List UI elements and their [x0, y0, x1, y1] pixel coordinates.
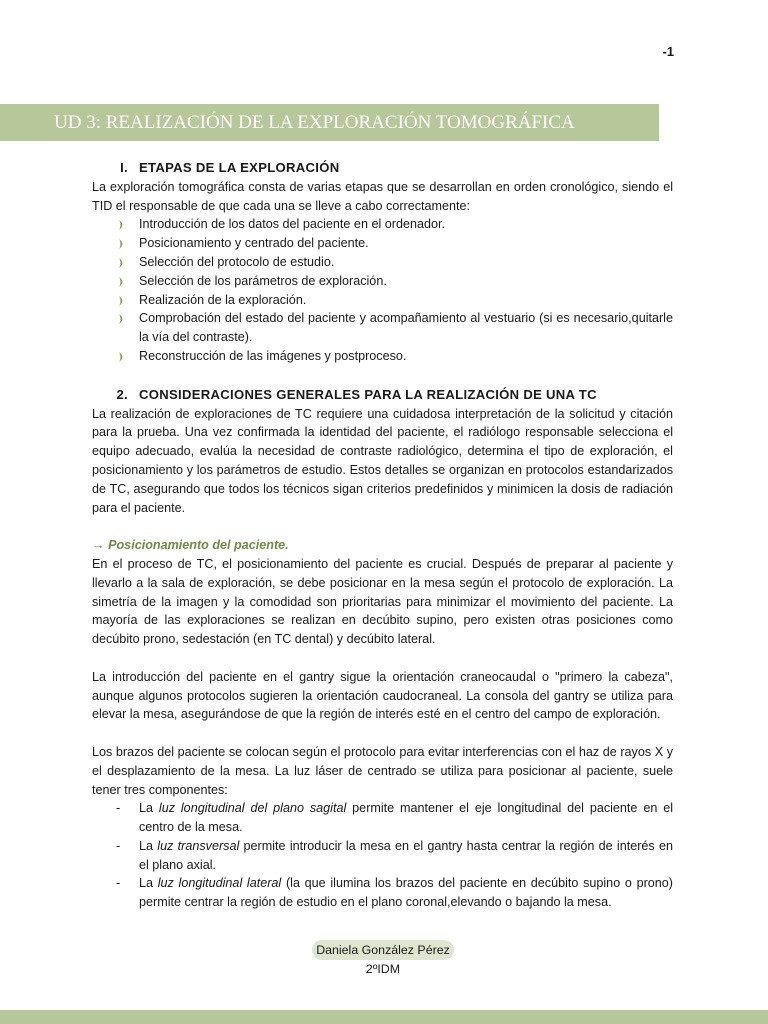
leaf-bullet-icon: [92, 309, 139, 347]
list-item: [92, 837, 673, 875]
list-item-text: Introducción de los datos del paciente en el ordenador.: [139, 217, 445, 232]
paragraph: Los brazos del paciente se colocan según el protocolo para evitar interferencias con el haz de rayos X y el desplazamiento de la mesa. La luz láser de centrado se utiliza para posicionar al paciente, suele tener tres componentes:: [92, 744, 673, 797]
footer-course: 2ºIDM: [365, 962, 401, 976]
bottom-accent-bar: [0, 1010, 768, 1024]
section-2-heading: [92, 386, 673, 405]
section-2-intro: La realización de exploraciones de TC requiere una cuidadosa interpretación de la solicitud y citación para la prueba. Una vez confirmada la identidad del paciente, el radiólogo responsable selecciona el equipo adecuado, evalúa la necesidad de contraste radiológico, determina el tipo de exploración, el posicionamiento y los parámetros de estudio. Estos detalles se organizan en protocolos estandarizados de TC, asegurando que todos los técnicos sigan criterios predefinidos y minimicen la dosis de radiación para el paciente.: [92, 406, 673, 515]
list-item: [92, 347, 673, 366]
dash-marker: -: [116, 801, 121, 816]
stages-list: [92, 215, 673, 365]
section-1-heading: [92, 159, 673, 178]
section-2-title: CONSIDERACIONES GENERALES PARA LA REALIZACIÓN DE UNA TC: [139, 386, 597, 402]
list-item-text: La luz longitudinal del plano sagital permite mantener el eje longitudinal del paciente en el centro de la mesa.: [139, 801, 674, 835]
document-body: [92, 159, 673, 912]
list-item: [92, 874, 673, 912]
list-item: [92, 234, 673, 253]
list-item: [92, 215, 673, 234]
list-item-text: La luz longitudinal lateral (la que ilumina los brazos del paciente en decúbito supino o prono) permite centrar la región de estudio en el plano coronal,elevando o bajando la mesa.: [139, 876, 674, 910]
list-item-text: Reconstrucción de las imágenes y postproceso.: [139, 348, 407, 363]
subheading: → Posicionamiento del paciente.: [92, 538, 289, 553]
leaf-bullet-icon: [92, 272, 139, 291]
paragraph: En el proceso de TC, el posicionamiento del paciente es crucial. Después de preparar al paciente y llevarlo a la sala de exploración, se debe posicionar en la mesa según el protocolo de exploración. La simetría de la imagen y la comodidad son prioritarias para minimizar el movimiento del paciente. La mayoría de las exploraciones se realizan en decúbito supino, pero existen otras posiciones como decúbito prono, sedestación (en TC dental) y decúbito lateral.: [92, 556, 673, 647]
list-item: [92, 309, 673, 347]
list-item: [92, 799, 673, 837]
leaf-bullet-icon: [92, 291, 139, 310]
list-item-text: Posicionamiento y centrado del paciente.: [139, 236, 369, 251]
section-2-number: 2.: [116, 386, 128, 402]
paragraph: La introducción del paciente en el gantry sigue la orientación craneocaudal o "primero la cabeza", aunque algunos protocolos sugieren la orientación caudocraneal. La consola del gantry se utiliza para elevar la mesa, asegurándose de que la región de interés esté en el centro del campo de exploración.: [92, 669, 673, 722]
leaf-bullet-icon: [92, 253, 139, 272]
section-1-intro: La exploración tomográfica consta de varias etapas que se desarrollan en orden cronológico, siendo el TID el responsable de que cada una se lleve a cabo correctamente:: [92, 179, 673, 213]
title-banner: [0, 104, 659, 141]
leaf-bullet-icon: [92, 347, 139, 366]
list-item: [92, 253, 673, 272]
list-item: [92, 291, 673, 310]
section-1-number: I.: [120, 160, 128, 175]
leaf-bullet-icon: [92, 234, 139, 253]
list-item-text: Realización de la exploración.: [139, 292, 307, 307]
list-item: [92, 272, 673, 291]
dash-marker: -: [116, 876, 121, 891]
leaf-bullet-icon: [92, 215, 139, 234]
list-item-text: Selección de los parámetros de exploración.: [139, 273, 387, 288]
list-item-text: Comprobación del estado del paciente y acompañamiento al vestuario (si es necesario,quitarle la vía del contraste).: [139, 311, 673, 345]
footer-author: Daniela González Pérez: [312, 940, 454, 960]
section-1-title: ETAPAS DE LA EXPLORACIÓN: [139, 160, 340, 175]
dash-marker: -: [116, 838, 121, 853]
banner-title: UD 3: REALIZACIÓN DE LA EXPLORACIÓN TOMOGRÁFICA: [54, 112, 575, 133]
page-number: -1: [662, 44, 674, 59]
laser-components-list: [92, 799, 673, 912]
list-item-text: Selección del protocolo de estudio.: [139, 254, 335, 269]
list-item-text: La luz transversal permite introducir la mesa en el gantry hasta centrar la región de interés en el plano axial.: [139, 838, 673, 872]
